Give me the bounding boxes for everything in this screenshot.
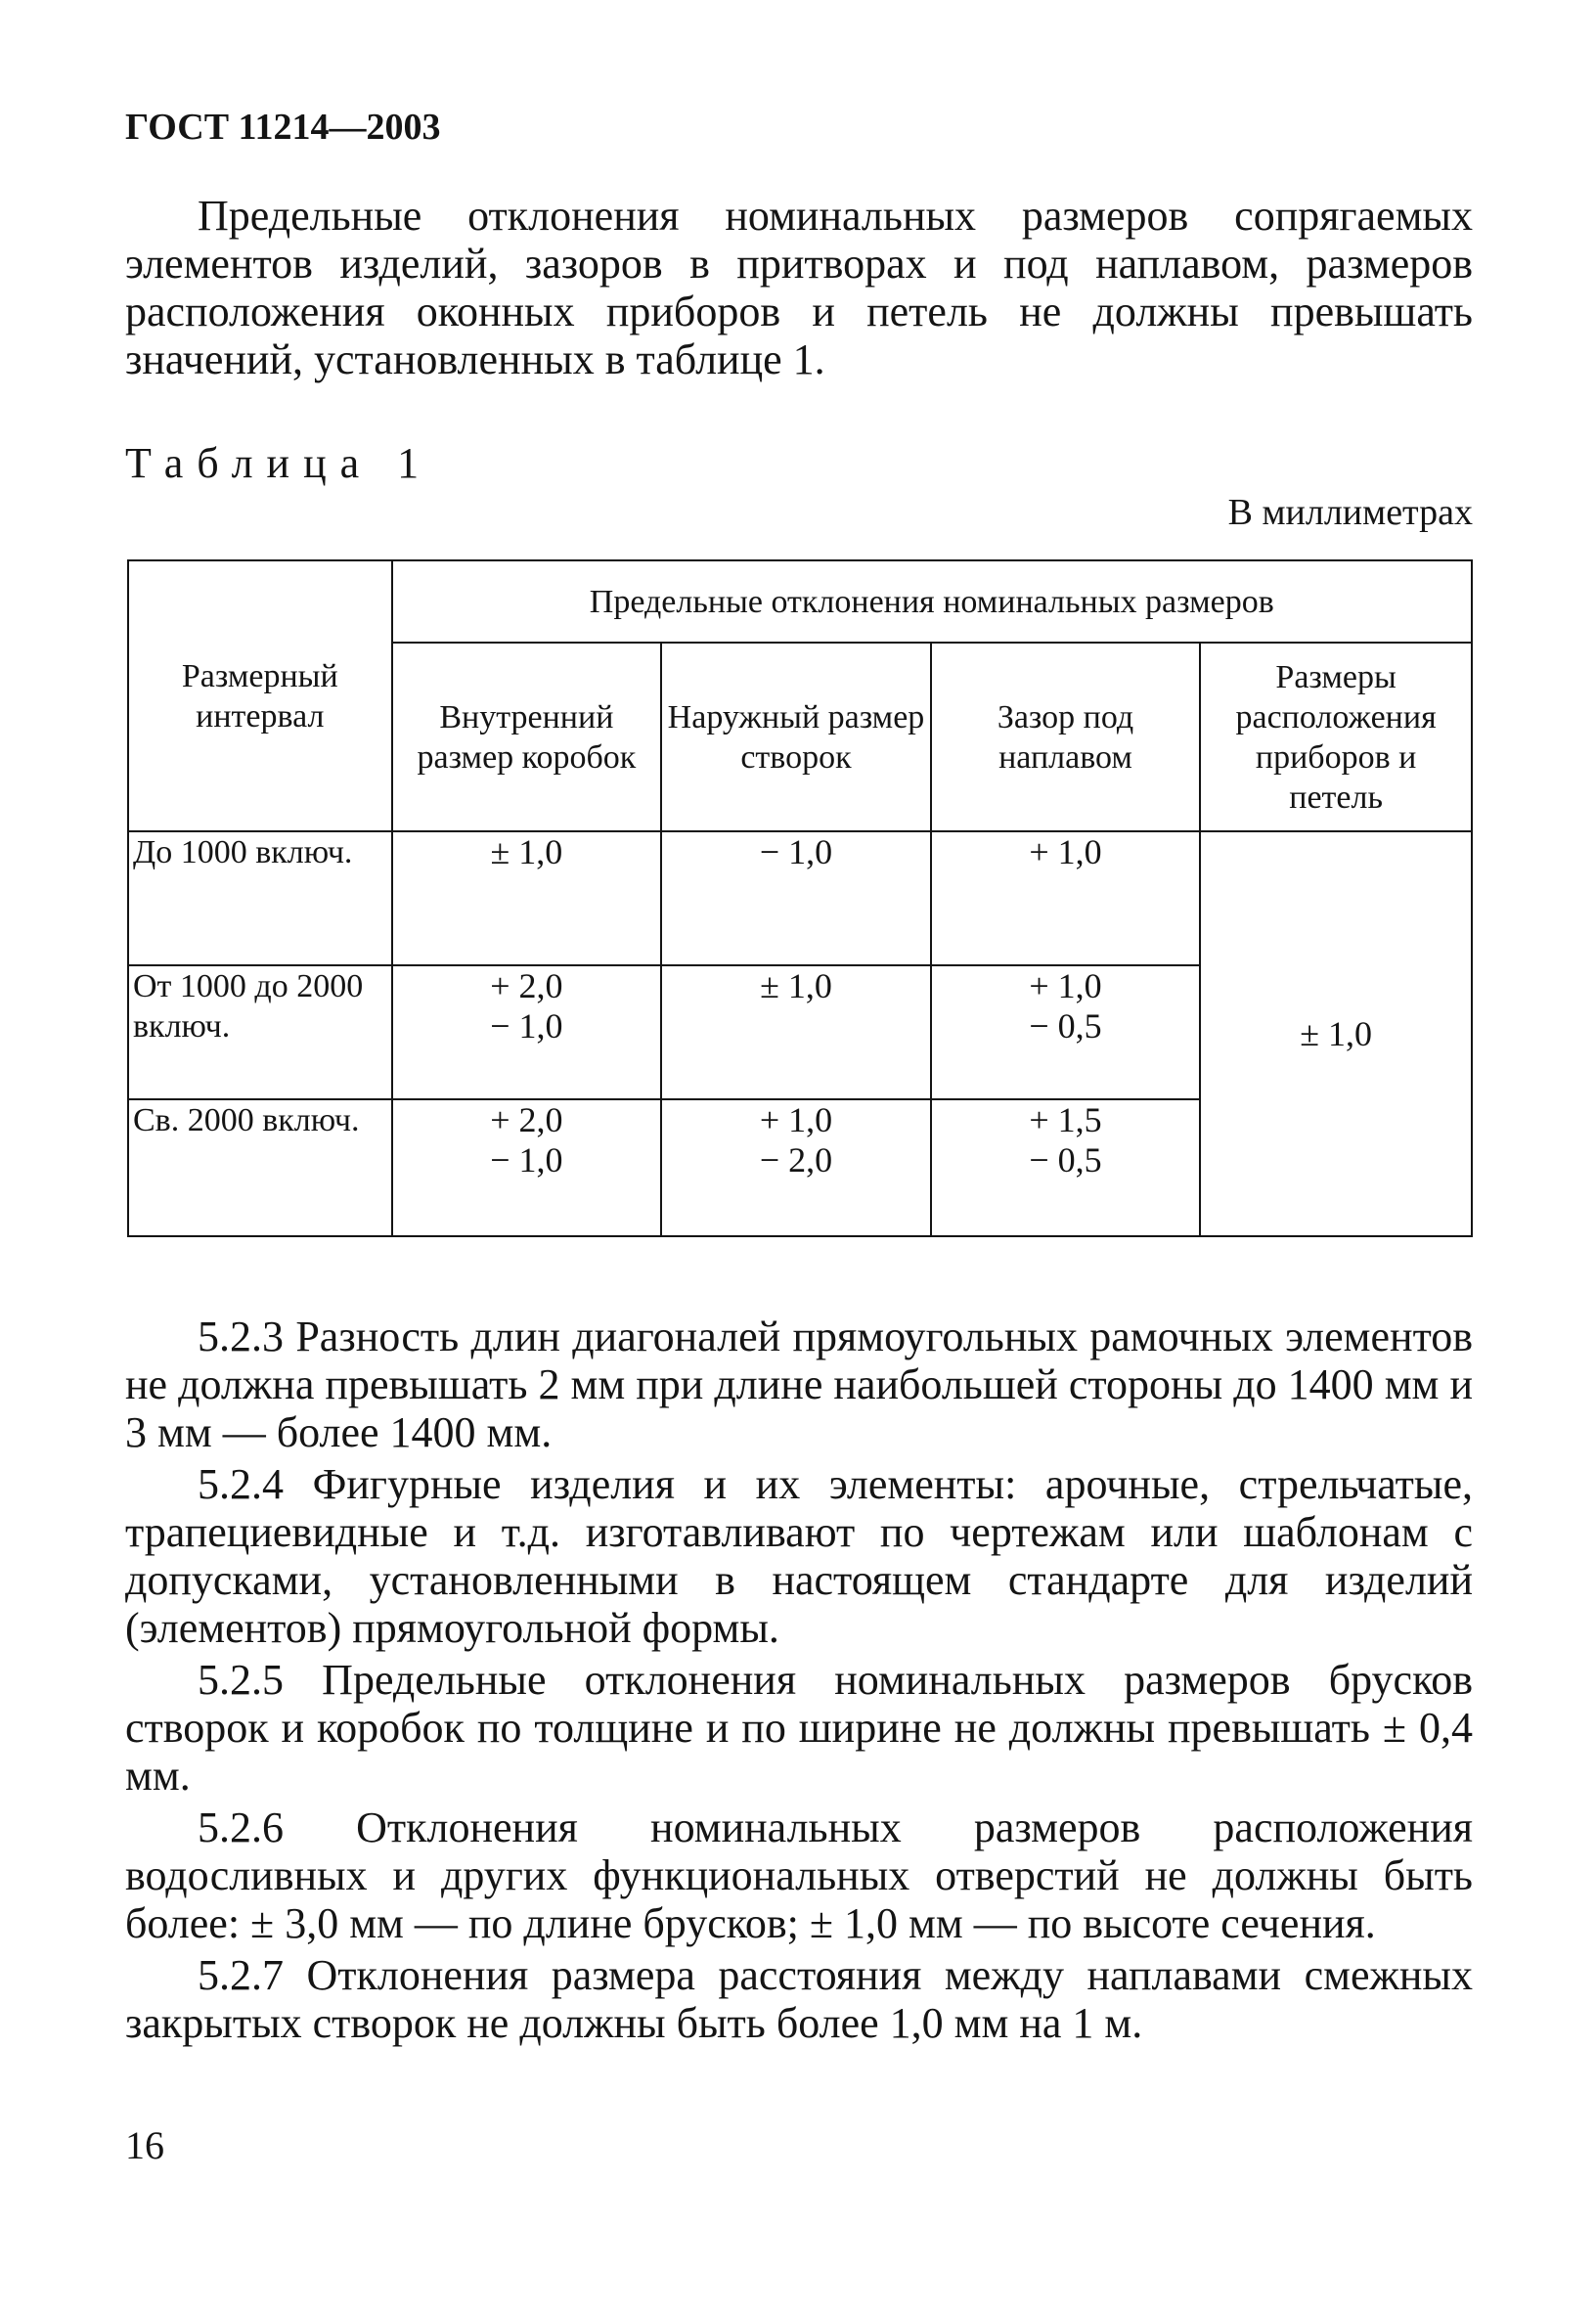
header-outer: Наружный размер створок [661,643,931,831]
paragraph-5-2-5: 5.2.5 Предельные отклонения номинальных размеров брусков створок и коробок по толщине и по ширине не должны превышать ± 0,4 мм. [125,1656,1473,1800]
paragraph-5-2-3: 5.2.3 Разность длин диагоналей прямоугольных рамочных элементов не должна превышать 2 мм при длине наибольшей стороны до 1400 мм и 3 мм — более 1400 мм. [125,1313,1473,1456]
paragraph-5-2-4: 5.2.4 Фигурные изделия и их элементы: арочные, стрельчатые, трапециевидные и т.д. изготавливают по чертежам или шаблонам с допусками, установленными в настоящем стандарте для изделий (элементов) прямоугольной формы. [125,1460,1473,1652]
row-interval: Св. 2000 включ. [128,1099,392,1236]
cell-outer: − 1,0 [661,831,931,965]
cell-gap: + 1,0 − 0,5 [931,965,1200,1099]
table-units: В миллиметрах [1227,492,1473,533]
paragraph-5-2-7: 5.2.7 Отклонения размера расстояния между наплавами смежных закрытых створок не должны быть более 1,0 мм на 1 м. [125,1951,1473,2047]
cell-gap: + 1,0 [931,831,1200,965]
row-interval: От 1000 до 2000 включ. [128,965,392,1099]
cell-hinges-merged: ± 1,0 [1200,831,1472,1236]
body-text [125,1313,1473,2051]
page-number: 16 [125,2123,164,2167]
paragraph-5-2-6: 5.2.6 Отклонения номинальных размеров расположения водосливных и других функциональных отверстий не должны быть более: ± 3,0 мм — по длине брусков; ± 1,0 мм — по высоте сечения. [125,1803,1473,1947]
header-gap: Зазор под наплавом [931,643,1200,831]
cell-outer: + 1,0 − 2,0 [661,1099,931,1236]
header-inner: Внутренний размер коробок [392,643,662,831]
cell-inner: ± 1,0 [392,831,662,965]
header-hinges: Размеры расположения приборов и петель [1200,643,1472,831]
row-interval: До 1000 включ. [128,831,392,965]
cell-inner: + 2,0 − 1,0 [392,965,662,1099]
cell-gap: + 1,5 − 0,5 [931,1099,1200,1236]
intro-paragraph: Предельные отклонения номинальных размеров сопрягаемых элементов изделий, зазоров в притворах и под наплавом, размеров расположения оконных приборов и петель не должны превышать значений, установленных в таблице 1. [125,192,1473,383]
table-caption: Таблица 1 [125,439,433,487]
cell-outer: ± 1,0 [661,965,931,1099]
tolerance-table [127,559,1473,1237]
document-code: ГОСТ 11214—2003 [125,107,441,148]
header-group: Предельные отклонения номинальных размеров [392,560,1472,643]
header-interval: Размерный интервал [128,560,392,831]
table-row [128,831,1472,965]
cell-inner: + 2,0 − 1,0 [392,1099,662,1236]
